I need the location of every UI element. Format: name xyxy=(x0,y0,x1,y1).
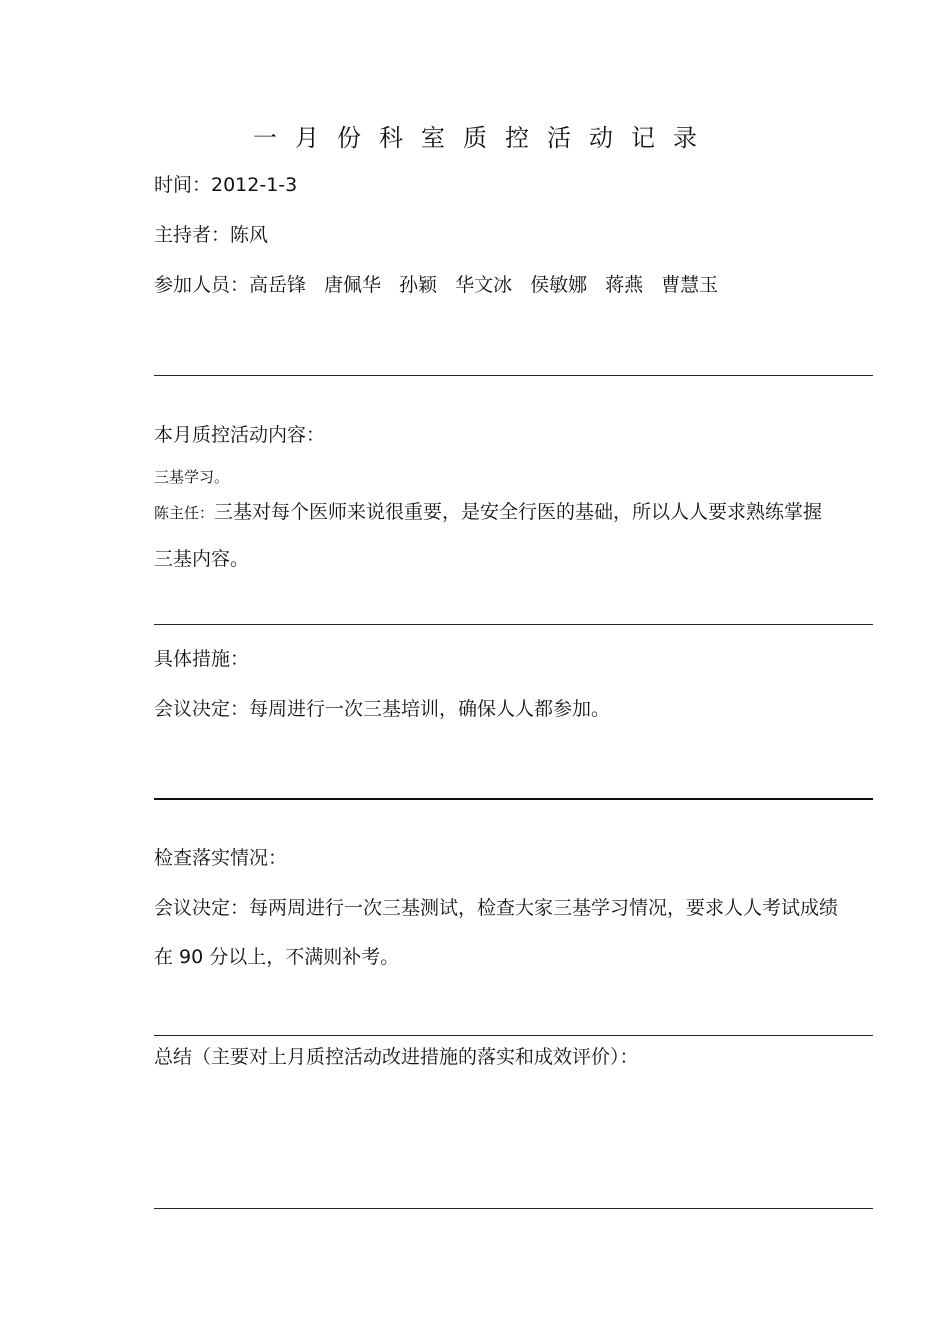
speech-text: 三基对每个医师来说很重要，是安全行医的基础，所以人人要求熟练掌握 xyxy=(214,501,823,523)
participant-name: 孙颖 xyxy=(399,274,438,296)
meeting-time: 时间：2012-1-3 xyxy=(154,174,298,196)
check-heading: 检查落实情况： xyxy=(154,847,288,869)
director-remark-line2: 三基内容。 xyxy=(154,548,250,570)
measures-heading: 具体措施： xyxy=(154,648,250,670)
director-remark-line1 xyxy=(154,499,822,526)
page-title: 一月份科室质控活动记录 xyxy=(253,124,715,152)
check-text-line1: 会议决定：每两周进行一次三基测试，检查大家三基学习情况，要求人人考试成绩 xyxy=(154,897,839,919)
participant-name: 侯敏娜 xyxy=(530,274,588,296)
participant-name: 曹慧玉 xyxy=(661,274,719,296)
check-text-line2: 在 90 分以上，不满则补考。 xyxy=(154,946,400,968)
content-heading: 本月质控活动内容： xyxy=(154,424,326,446)
participant-name: 高岳锋 xyxy=(249,274,307,296)
section-divider xyxy=(154,375,873,376)
participants-label: 参加人员： xyxy=(154,274,250,296)
participants-row xyxy=(154,272,718,298)
speaker-label: 陈主任： xyxy=(154,504,215,522)
measures-text: 会议决定：每周进行一次三基培训，确保人人都参加。 xyxy=(154,698,611,720)
content-item: 三基学习。 xyxy=(154,468,230,486)
meeting-host: 主持者：陈风 xyxy=(154,224,269,246)
section-divider xyxy=(154,624,873,625)
section-divider xyxy=(154,798,873,800)
participant-name: 唐佩华 xyxy=(324,274,382,296)
section-divider xyxy=(154,1035,873,1036)
participant-name: 华文冰 xyxy=(455,274,513,296)
summary-heading: 总结（主要对上月质控活动改进措施的落实和成效评价）： xyxy=(154,1046,639,1068)
participant-name: 蒋燕 xyxy=(605,274,644,296)
section-divider xyxy=(154,1208,873,1209)
